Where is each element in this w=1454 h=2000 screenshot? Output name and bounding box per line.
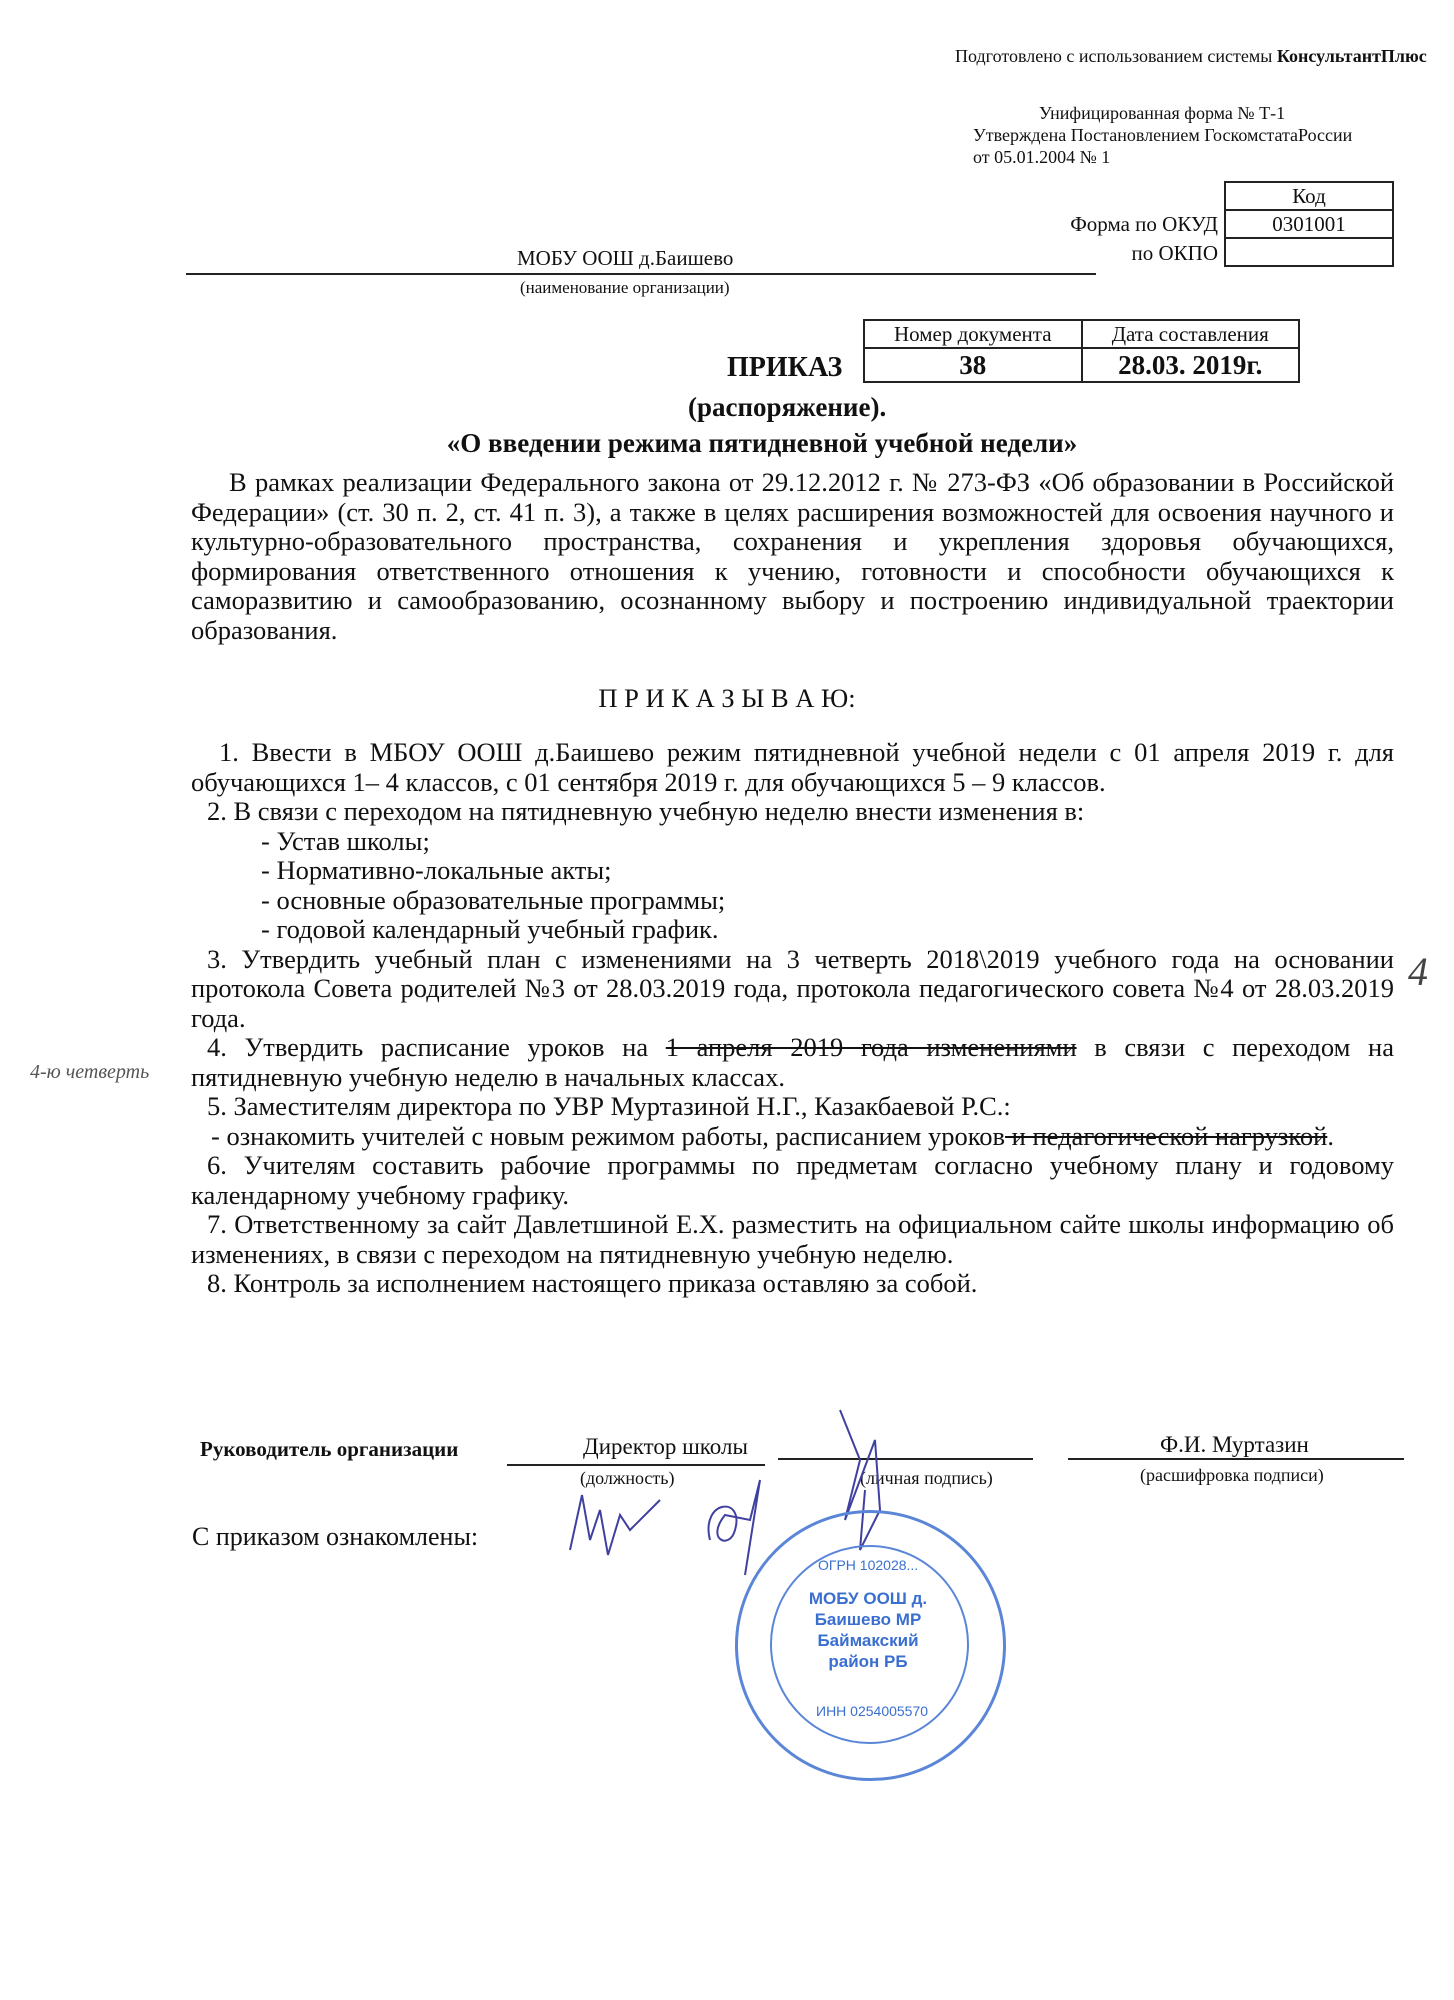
handwritten-annotation: 4 xyxy=(1408,949,1428,994)
item-5-sub-struck: и педагогической нагрузкой xyxy=(1005,1120,1328,1151)
form-line1: Унифицированная форма № Т-1 xyxy=(1039,103,1286,123)
doc-date: 28.03. 2019г. xyxy=(1082,348,1300,382)
okpo-label: по ОКПО xyxy=(1131,241,1218,265)
item-2: 2. В связи с переходом на пятидневную учебную неделю внести изменения в: xyxy=(207,796,1085,826)
name-line xyxy=(1068,1458,1404,1460)
item-2-sub: - Устав школы; xyxy=(261,825,430,856)
signature-2 xyxy=(709,1480,760,1575)
codes-table xyxy=(1224,181,1394,267)
prepared-note xyxy=(955,46,1427,67)
item-2-sub: - годовой календарный учебный график. xyxy=(261,914,719,944)
stamp-text: МОБУ ООШ д. Баишево МР Баймакский район РБ xyxy=(808,1589,928,1671)
stamp-inn: ИНН 0254005570 xyxy=(816,1703,929,1719)
organization-underline xyxy=(186,273,1096,275)
doc-date-header: Дата составления xyxy=(1082,320,1300,348)
sign-caption: (личная подпись) xyxy=(860,1468,993,1488)
official-stamp xyxy=(735,1510,1006,1781)
item-4-a: 4. Утвердить расписание уроков на xyxy=(207,1032,666,1062)
stamp-ogrn: ОГРН 102028... xyxy=(818,1557,919,1573)
form-line3: от 05.01.2004 № 1 xyxy=(973,147,1111,167)
item-5: 5. Заместителям директора по УВР Муртазиной Н.Г., Казакбаевой Р.С.: xyxy=(207,1091,1011,1121)
order-title: ПРИКАЗ xyxy=(727,352,843,383)
order-topic: «О введении режима пятидневной учебной недели» xyxy=(446,428,1078,458)
handwritten-annotation: 4-ю четверть xyxy=(30,1061,150,1083)
order-word: П Р И К А З Ы В А Ю: xyxy=(598,683,856,713)
form-approval xyxy=(973,102,1352,168)
item-4-struck: 1 апреля 2019 года изменениями xyxy=(665,1032,1077,1062)
item-5-sub xyxy=(191,1122,1394,1152)
form-line2: Утверждена Постановлением ГоскомстатаРоссии xyxy=(973,125,1353,145)
acquainted-label: С приказом ознакомлены: xyxy=(192,1522,479,1551)
item-4 xyxy=(191,1033,1394,1092)
signer-name: Ф.И. Муртазин xyxy=(1160,1432,1309,1457)
okpo-value xyxy=(1225,238,1393,266)
item-2-sub: - основные образовательные программы; xyxy=(261,884,726,915)
item-4-b: в связи с переходом на пятидневную учебную неделю в начальных классах. xyxy=(191,1032,1394,1092)
prepared-prefix: Подготовлено с использованием системы xyxy=(955,46,1277,66)
position-caption: (должность) xyxy=(580,1468,675,1488)
organization-caption: (наименование организации) xyxy=(520,278,730,297)
document-table xyxy=(863,319,1300,383)
preamble: В рамках реализации Федерального закона от 29.12.2012 г. № 273-ФЗ «Об образовании в Российской Федерации» (ст. 30 п. 2, ст. 41 п. 3), а также в целях расширения возможностей для освоения научного и культурно-образовательного пространства, сохранения и укрепления здоровья обучающихся, формирования ответственного отношения к учению, готовности и способности обучающихся к саморазвитию и самообразованию, осознанному выбору и построению индивидуальной траектории образования. xyxy=(191,467,1394,645)
item-5-sub-a: - ознакомить учителей с новым режимом работы, расписанием уроков xyxy=(211,1120,1006,1151)
item-1: 1. Ввести в МБОУ ООШ д.Баишево режим пятидневной учебной недели с 01 апреля 2019 г. для обучающихся 1– 4 классов, с 01 сентября 2019 г. для обучающихся 5 – 9 классов. xyxy=(191,737,1394,797)
doc-number-header: Номер документа xyxy=(864,320,1082,348)
organization-name: МОБУ ООШ д.Баишево xyxy=(517,246,734,270)
item-2-sub: - Нормативно-локальные акты; xyxy=(261,855,612,885)
code-header: Код xyxy=(1225,182,1393,210)
item-5-sub-b: . xyxy=(1327,1120,1334,1151)
item-8: 8. Контроль за исполнением настоящего приказа оставляю за собой. xyxy=(207,1268,978,1298)
position-value: Директор школы xyxy=(583,1434,748,1459)
order-items xyxy=(191,738,1394,1299)
okud-value: 0301001 xyxy=(1225,210,1393,238)
doc-number: 38 xyxy=(864,348,1082,382)
okud-label: Форма по ОКУД xyxy=(1070,212,1218,236)
signature-1 xyxy=(570,1495,660,1555)
prepared-brand: КонсультантПлюс xyxy=(1276,46,1427,66)
item-3: 3. Утвердить учебный план с изменениями на 3 четверть 2018\2019 учебного года на основании протокола Совета родителей №3 от 28.03.2019 года, протокола педагогического совета №4 от 28.03.2019 года. xyxy=(191,943,1394,1033)
order-subtitle: (распоряжение). xyxy=(688,392,887,422)
name-caption: (расшифровка подписи) xyxy=(1140,1465,1324,1485)
head-label: Руководитель организации xyxy=(200,1437,459,1461)
item-6: 6. Учителям составить рабочие программы по предметам согласно учебному плану и годовому календарному учебному графику. xyxy=(191,1150,1394,1210)
item-7: 7. Ответственному за сайт Давлетшиной Е.Х. разместить на официальном сайте школы информацию об изменениях, в связи с переходом на пятидневную учебную неделю. xyxy=(191,1209,1394,1269)
